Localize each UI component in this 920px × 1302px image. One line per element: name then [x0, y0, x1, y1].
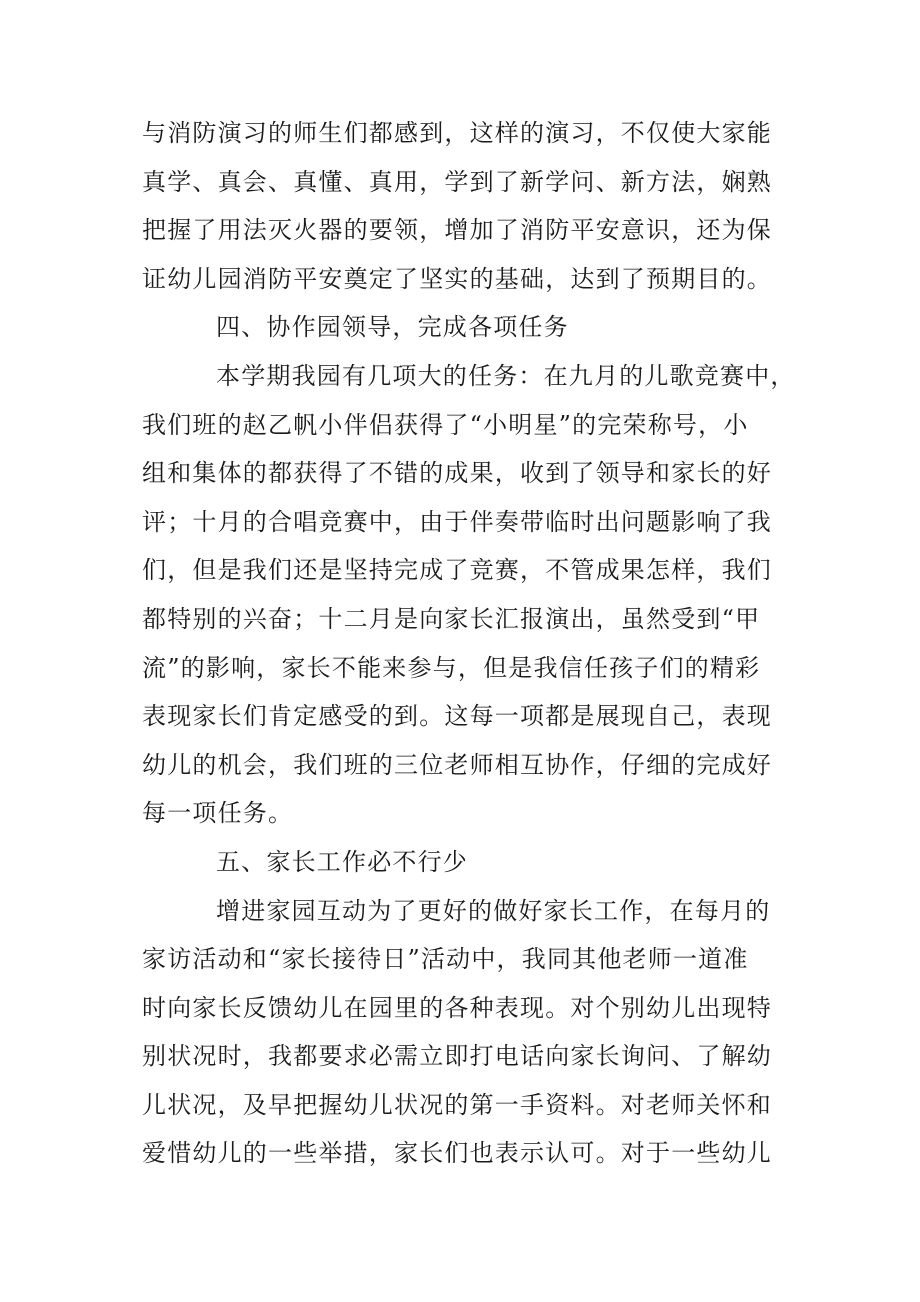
text-line: 都特别的兴奋；十二月是向家长汇报演出，虽然受到“甲 [142, 604, 761, 633]
document-body [142, 109, 796, 1178]
text-line: 与消防演习的师生们都感到，这样的演习，不仅使大家能 [142, 119, 772, 147]
text-line: 真学、真会、真懂、真用，学到了新学问、新方法，娴熟 [142, 167, 772, 196]
text-line: 流”的影响，家长不能来参与，但是我信任孩子们的精彩 [142, 653, 761, 682]
text-line: 儿状况，及早把握幼儿状况的第一手资料。对老师关怀和 [142, 1090, 772, 1119]
text-line: 组和集体的都获得了不错的成果，收到了领导和家长的好 [142, 459, 772, 488]
text-line: 把握了用法灭火器的要领，增加了消防平安意识，还为保 [142, 216, 772, 245]
text-line: 家访活动和“家长接待日”活动中，我同其他老师一道准 [142, 945, 749, 974]
text-line: 我们班的赵乙帆小伴侣获得了“小明星”的完荣称号，小 [142, 410, 749, 439]
text-line: 表现家长们肯定感受的到。这每一项都是展现自己，表现 [142, 702, 772, 731]
text-line: 爱惜幼儿的一些举措，家长们也表示认可。对于一些幼儿 [142, 1139, 772, 1168]
paragraph-start-line: 增进家园互动为了更好的做好家长工作，在每月的 [216, 896, 771, 925]
section-heading: 五、家长工作必不行少 [216, 847, 468, 876]
text-line: 们，但是我们还是坚持完成了竞赛，不管成果怎样，我们 [142, 556, 772, 585]
text-line: 幼儿的机会，我们班的三位老师相互协作，仔细的完成好 [142, 750, 772, 779]
section-heading: 四、协作园领导，完成各项任务 [216, 313, 569, 342]
text-line: 证幼儿园消防平安奠定了坚实的基础，达到了预期目的。 [142, 264, 772, 293]
text-line: 时向家长反馈幼儿在园里的各种表现。对个别幼儿出现特 [142, 993, 772, 1022]
text-line: 别状况时，我都要求必需立即打电话向家长询问、了解幼 [142, 1042, 772, 1071]
text-line: 每一项任务。 [142, 799, 294, 828]
text-line: 评；十月的合唱竞赛中，由于伴奏带临时出问题影响了我 [142, 507, 772, 536]
paragraph-start-line: 本学期我园有几项大的任务：在九月的儿歌竞赛中， [216, 361, 796, 390]
